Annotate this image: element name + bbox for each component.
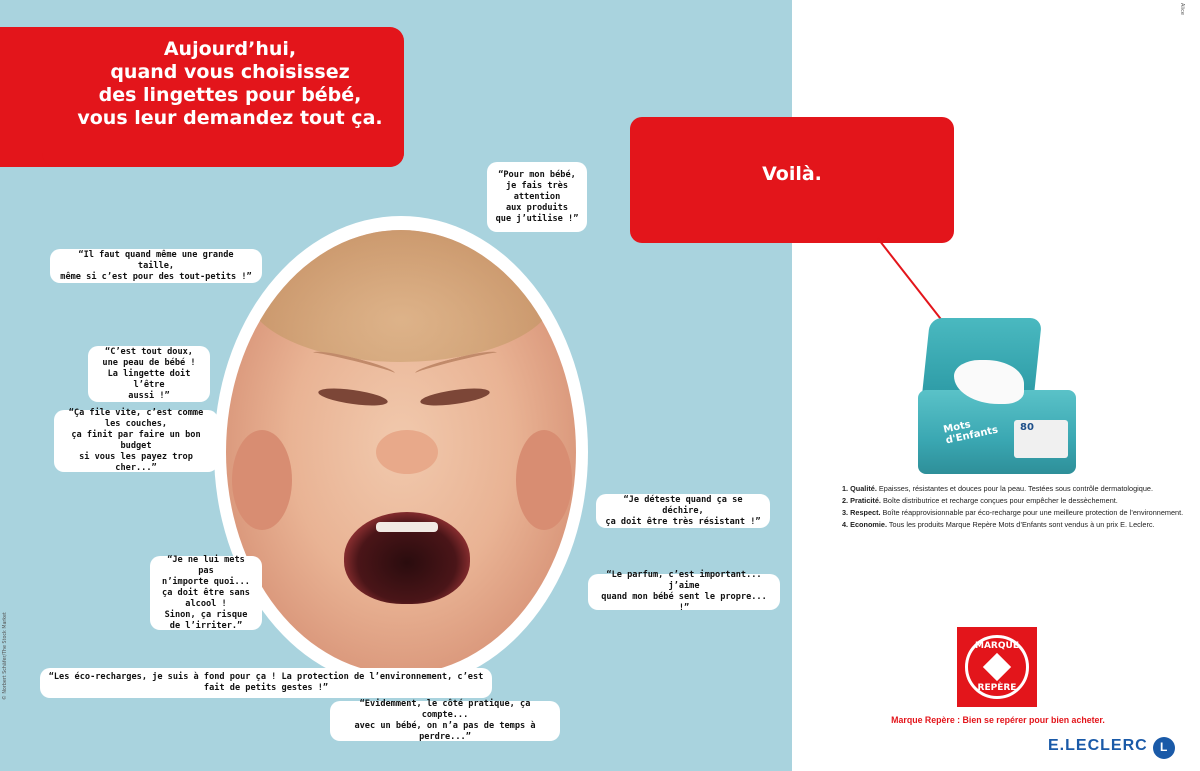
quote-text: “Evidemment, le côté pratique, ça compte... avec un bébé, on n’a pas de temps à perdre...”	[354, 699, 536, 742]
quote-text: “Ça file vite, c’est comme les couches, ça finit par faire un bon budget si vous les payez trop cher...”	[68, 408, 204, 473]
quote-text: “Le parfum, c’est important... j’aime quand mon bébé sent le propre... !”	[601, 570, 767, 613]
logo-bottom-text: REPÈRE	[977, 683, 1017, 693]
quote-text: “Il faut quand même une grande taille, même si c’est pour des tout-petits !”	[60, 249, 252, 282]
benefit-item	[842, 507, 1192, 519]
quote-bubble	[50, 249, 262, 283]
voila-text: Voilà.	[762, 163, 822, 185]
tagline: Marque Repère : Bien se repérer pour bien acheter.	[891, 715, 1105, 725]
voila-box	[630, 117, 954, 243]
benefit-text: Epaisses, résistantes et douces pour la peau. Testées sous contrôle dermatologique.	[876, 484, 1153, 493]
baby-nose	[376, 430, 438, 474]
benefit-item	[842, 519, 1192, 531]
quote-bubble	[596, 494, 770, 528]
quote-bubble	[588, 570, 780, 613]
benefit-item	[842, 495, 1192, 507]
logo-top-text: MARQUE	[975, 641, 1019, 651]
headline-line: vous leur demandez tout ça.	[77, 107, 383, 129]
headline-line: des lingettes pour bébé,	[98, 84, 362, 106]
quote-bubble	[150, 556, 262, 630]
baby-eye-right	[419, 385, 490, 409]
quote-text: “Les éco-recharges, je suis à fond pour ça ! La protection de l’environnement, c’est fait de petits gestes !”	[48, 672, 484, 693]
benefits-list	[842, 483, 1192, 531]
quote-bubble	[54, 410, 218, 472]
headline-line: quand vous choisissez	[110, 61, 350, 83]
baby-ear-right	[516, 430, 572, 530]
baby-teeth	[376, 522, 438, 532]
quote-text: “Pour mon bébé, je fais très attention aux produits que j’utilise !”	[495, 169, 579, 224]
corner-mark: Alice	[1179, 2, 1186, 16]
benefit-item	[842, 483, 1192, 495]
baby-eye-left	[317, 385, 388, 409]
benefit-title: 2. Praticité.	[842, 496, 881, 505]
quote-bubble	[330, 701, 560, 741]
crying-baby-photo	[226, 230, 576, 674]
benefit-title: 3. Respect.	[842, 508, 881, 517]
photo-credit: © Norbert Schäfer/The Stock Market	[3, 612, 8, 700]
quote-bubble	[88, 346, 210, 402]
benefit-title: 4. Economie.	[842, 520, 888, 529]
quote-bubble	[487, 162, 587, 232]
baby-hair	[246, 230, 556, 362]
wipes-package	[916, 318, 1080, 474]
benefit-text: Tous les produits Marque Repère Mots d’Enfants sont vendus à un prix E. Leclerc.	[887, 520, 1155, 529]
headline-line: Aujourd’hui,	[163, 38, 297, 60]
marque-repere-logo	[957, 627, 1037, 707]
quote-bubble	[40, 668, 492, 698]
brand-name: E.LECLERC	[1048, 737, 1148, 754]
baby-ear-left	[232, 430, 292, 530]
package-brand-label: Mots d'Enfants	[942, 419, 1000, 447]
headline	[60, 38, 400, 130]
leclerc-logo-icon	[1153, 737, 1175, 759]
benefit-title: 1. Qualité.	[842, 484, 877, 493]
quote-text: “Je déteste quand ça se déchire, ça doit être très résistant !”	[605, 494, 761, 527]
benefit-text: Boîte distributrice et recharge conçues pour empêcher le dessèchement.	[880, 496, 1118, 505]
benefit-text: Boîte réapprovisionnable par éco-recharge pour une meilleure protection de l’environnement.	[880, 508, 1184, 517]
package-count: 80	[1020, 422, 1034, 433]
quote-text: “C’est tout doux, une peau de bébé ! La lingette doit l’être aussi !”	[102, 346, 196, 401]
quote-text: “Je ne lui mets pas n’importe quoi... ça doit être sans alcool ! Sinon, ça risque de l’irriter.”	[162, 554, 250, 631]
